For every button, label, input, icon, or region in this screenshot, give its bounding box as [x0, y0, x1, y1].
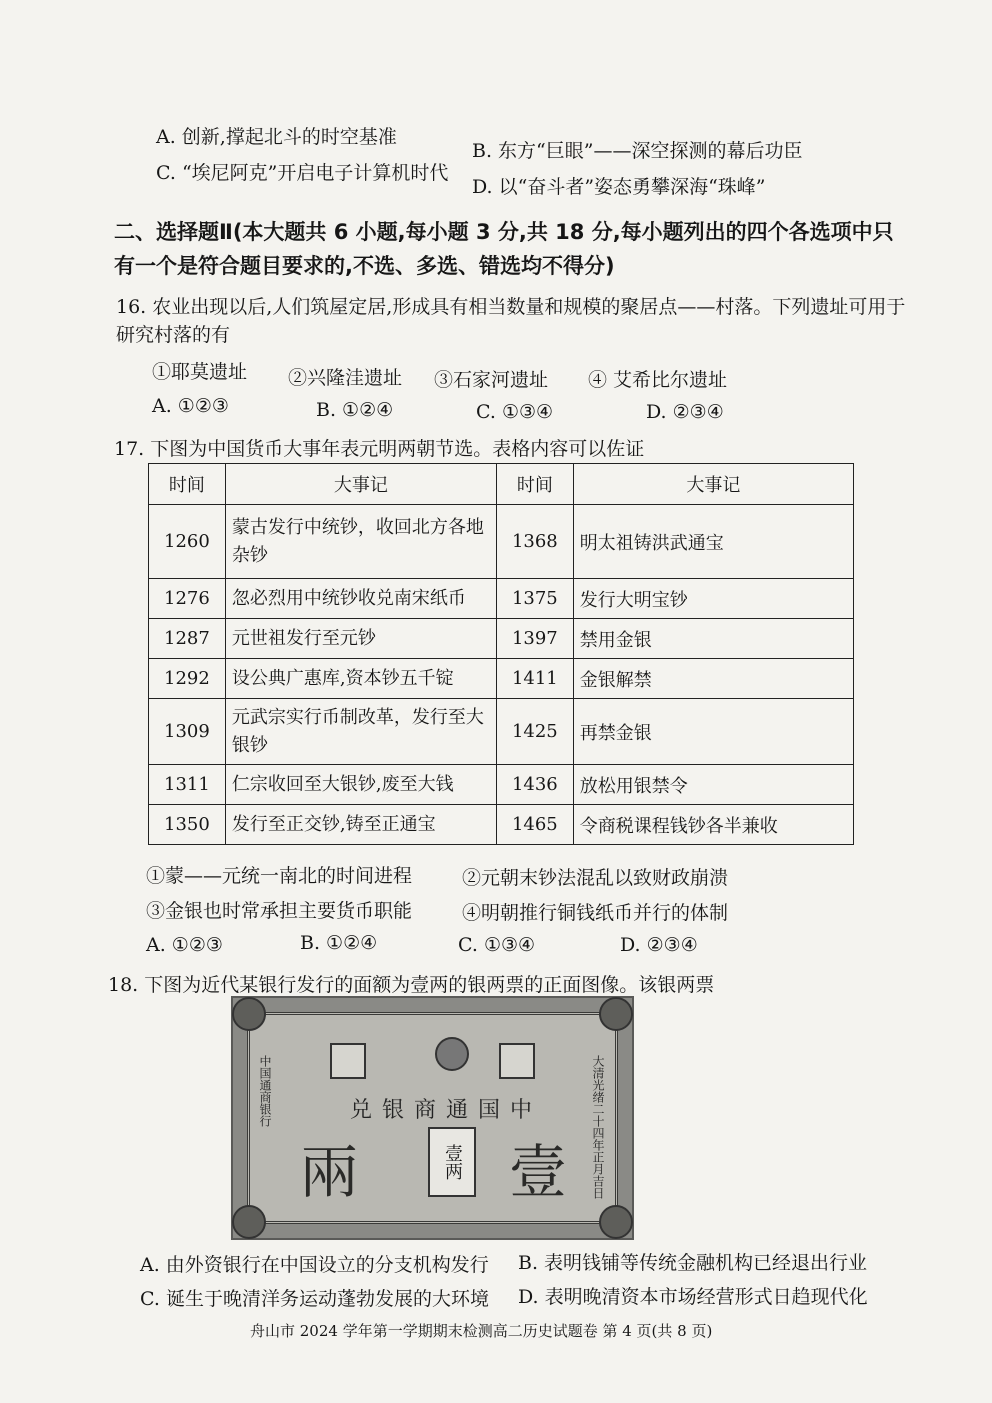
year-cell: 1260	[149, 505, 226, 579]
currency-events-table	[148, 463, 854, 845]
header-time-1: 时间	[149, 464, 226, 505]
page-footer: 舟山市 2024 学年第一学期期末检测高二历史试题卷 第 4 页(共 8 页)	[250, 1322, 713, 1340]
q18-option-c: C. 诞生于晚清洋务运动蓬勃发展的大环境	[140, 1288, 489, 1310]
q16-option-d: D. ②③④	[646, 401, 724, 423]
event-cell: 仁宗收回至大银钞,废至大钱	[225, 765, 496, 805]
event-cell: 禁用金银	[573, 619, 853, 659]
year-cell: 1287	[149, 619, 226, 659]
q17-item-4: ④明朝推行铜钱纸币并行的体制	[462, 902, 729, 924]
q16-item-1: ①耶莫遗址	[152, 361, 248, 383]
seal-stamp-icon	[499, 1043, 535, 1079]
year-cell: 1350	[149, 805, 226, 845]
silver-tael-banknote-image	[231, 996, 634, 1240]
table-row	[149, 579, 854, 619]
year-cell: 1309	[149, 699, 226, 765]
banknote-left-text: 中国通商银行	[258, 1055, 272, 1127]
year-cell: 1411	[496, 659, 573, 699]
q18-option-d: D. 表明晚清资本市场经营形式日趋现代化	[518, 1286, 868, 1308]
q18-option-b: B. 表明钱铺等传统金融机构已经退出行业	[518, 1252, 868, 1274]
section-heading-line1: 二、选择题Ⅱ(本大题共 6 小题,每小题 3 分,共 18 分,每小题列出的四个各选项中只	[114, 220, 894, 244]
q17-item-2: ②元朝末钞法混乱以致财政崩溃	[462, 867, 729, 889]
q16-item-4: ④ 艾希比尔遗址	[588, 369, 728, 391]
event-cell: 发行至正交钞,铸至正通宝	[225, 805, 496, 845]
table-header-row	[149, 464, 854, 505]
event-cell: 再禁金银	[573, 699, 853, 765]
event-cell: 金银解禁	[573, 659, 853, 699]
q16-stem: 16. 农业出现以后,人们筑屋定居,形成具有相当数量和规模的聚居点——村落。下列遗址可用于	[116, 296, 906, 318]
banknote-big-left-char: 兩	[300, 1138, 359, 1206]
header-events-2: 大事记	[573, 464, 853, 505]
banknote-amount: 壹两	[428, 1127, 476, 1197]
q15-option-d: D. 以“奋斗者”姿态勇攀深海“珠峰”	[472, 176, 766, 198]
table-row	[149, 505, 854, 579]
event-cell: 蒙古发行中统钞，收回北方各地杂钞	[225, 505, 496, 579]
corner-ornament-icon	[232, 1205, 266, 1239]
year-cell: 1368	[496, 505, 573, 579]
q18-stem: 18. 下图为近代某银行发行的面额为壹两的银两票的正面图像。该银两票	[108, 974, 715, 996]
banknote-title: 兑银商通国中	[350, 1098, 543, 1123]
event-cell: 设公典广惠库,资本钞五千锭	[225, 659, 496, 699]
event-cell: 明太祖铸洪武通宝	[573, 505, 853, 579]
q16-item-3: ③石家河遗址	[434, 369, 549, 391]
q17-stem: 17. 下图为中国货币大事年表元明两朝节选。表格内容可以佐证	[114, 438, 645, 460]
section-heading-line2: 有一个是符合题目要求的,不选、多选、错选均不得分)	[114, 254, 615, 278]
banknote-right-text: 大清光绪二十四年正月吉日	[591, 1055, 605, 1199]
q16-stem-2: 研究村落的有	[116, 324, 231, 346]
year-cell: 1425	[496, 699, 573, 765]
table-row	[149, 805, 854, 845]
corner-ornament-icon	[599, 1205, 633, 1239]
table-row	[149, 659, 854, 699]
q15-option-c: C. “埃尼阿克”开启电子计算机时代	[156, 162, 449, 184]
q16-item-2: ②兴隆洼遗址	[288, 367, 403, 389]
year-cell: 1436	[496, 765, 573, 805]
header-events-1: 大事记	[225, 464, 496, 505]
q17-option-d: D. ②③④	[620, 934, 698, 956]
event-cell: 放松用银禁令	[573, 765, 853, 805]
event-cell: 发行大明宝钞	[573, 579, 853, 619]
year-cell: 1276	[149, 579, 226, 619]
q17-item-1: ①蒙——元统一南北的时间进程	[146, 865, 413, 887]
q18-option-a: A. 由外资银行在中国设立的分支机构发行	[140, 1254, 489, 1276]
q15-option-a: A. 创新,撑起北斗的时空基准	[156, 126, 397, 148]
q16-option-b: B. ①②④	[316, 399, 394, 421]
dragon-emblem-icon	[435, 1037, 469, 1071]
year-cell: 1465	[496, 805, 573, 845]
q16-option-a: A. ①②③	[152, 395, 229, 417]
q16-option-c: C. ①③④	[476, 401, 554, 423]
year-cell: 1397	[496, 619, 573, 659]
seal-stamp-icon	[330, 1043, 366, 1079]
q17-option-c: C. ①③④	[458, 934, 536, 956]
q17-option-a: A. ①②③	[146, 934, 223, 956]
q17-option-b: B. ①②④	[300, 932, 378, 954]
q17-item-3: ③金银也时常承担主要货币职能	[146, 900, 413, 922]
q15-option-b: B. 东方“巨眼”——深空探测的幕后功臣	[472, 140, 803, 162]
table-row	[149, 619, 854, 659]
year-cell: 1292	[149, 659, 226, 699]
event-cell: 忽必烈用中统钞收兑南宋纸币	[225, 579, 496, 619]
event-cell: 令商税课程钱钞各半兼收	[573, 805, 853, 845]
event-cell: 元武宗实行币制改革，发行至大银钞	[225, 699, 496, 765]
table-row	[149, 699, 854, 765]
header-time-2: 时间	[496, 464, 573, 505]
year-cell: 1311	[149, 765, 226, 805]
year-cell: 1375	[496, 579, 573, 619]
banknote-frame	[247, 1012, 618, 1224]
corner-ornament-icon	[232, 997, 266, 1031]
event-cell: 元世祖发行至元钞	[225, 619, 496, 659]
table-row	[149, 765, 854, 805]
corner-ornament-icon	[599, 997, 633, 1031]
banknote-big-right-char: 壹	[508, 1138, 567, 1206]
